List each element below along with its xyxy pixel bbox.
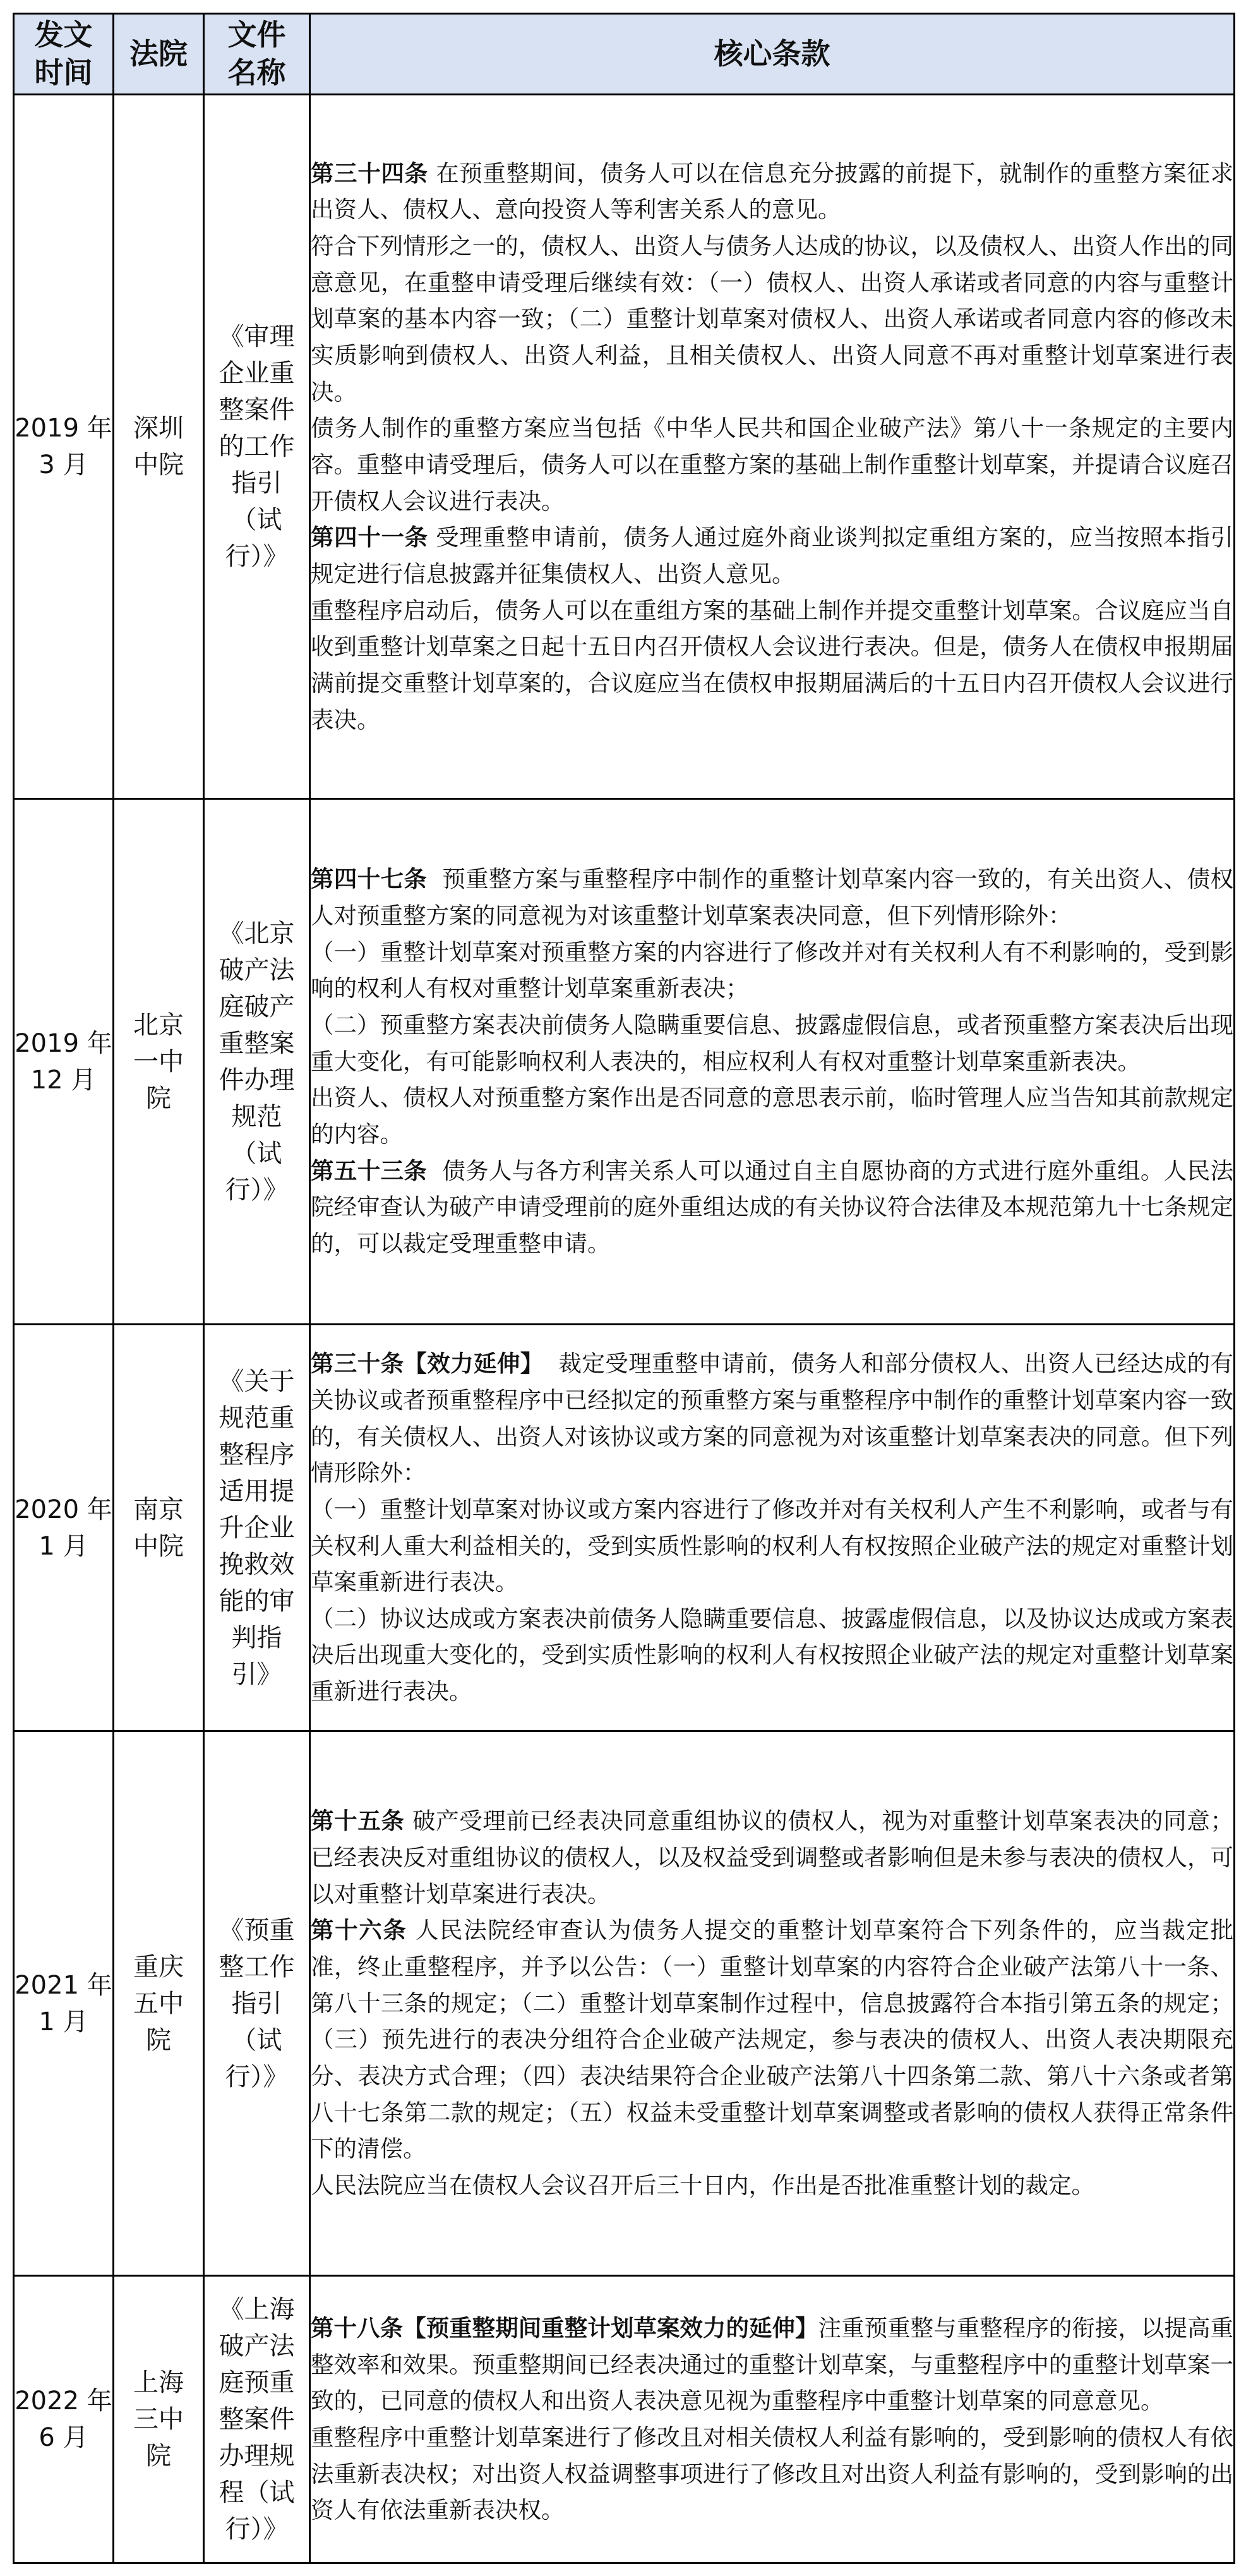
table-row <box>14 1731 1235 2276</box>
clause-text: 破产受理前已经表决同意重组协议的债权人，视为对重整计划草案表决的同意；已经表决反对重组协议的债权人，以及权益受到调整或者影响但是未参与表决的债权人，可以对重整计划草案进行表决。 <box>311 1807 1234 1908</box>
clause-text: 重整程序启动后，债务人可以在重组方案的基础上制作并提交重整计划草案。合议庭应当自收到重整计划草案之日起十五日内召开债权人会议进行表决。但是，债务人在债权申报期届满前提交重整计划草案的，合议庭应当在债权申报期届满后的十五日内召开债权人会议进行表决。 <box>311 596 1233 733</box>
header-document: 文件名称 <box>204 14 310 95</box>
clause-paragraph <box>311 934 1233 1007</box>
clause-paragraph <box>311 2167 1233 2204</box>
clause-text: （二）协议达成或方案表决前债务人隐瞒重要信息、披露虚假信息，以及协议达成或方案表决后出现重大变化的，受到实质性影响的权利人有权按照企业破产法的规定对重整计划草案重新进行表决。 <box>311 1604 1233 1706</box>
article-number: 第十五条 <box>311 1807 405 1835</box>
row-date: 2021 年 1 月 <box>14 1731 114 2276</box>
article-number: 第三十条【效力延伸】 <box>311 1350 544 1378</box>
clause-paragraph <box>311 1007 1233 1080</box>
row-court: 重庆五中院 <box>114 1731 204 2276</box>
clause-text: （一）重整计划草案对预重整方案的内容进行了修改并对有关权利人有不利影响的，受到影响的权利人有权对重整计划草案重新表决； <box>311 938 1233 1002</box>
article-number: 第四十七条 <box>311 865 428 893</box>
header-core-clauses: 核心条款 <box>310 14 1235 95</box>
clause-text: 裁定受理重整申请前，债务人和部分债权人、出资人已经达成的有关协议或者预重整程序中已经拟定的预重整方案与重整程序中制作的重整计划草案内容一致的，有关债权人、出资人对该协议或方案的同意视为对该重整计划草案表决的同意。但下列情形除外： <box>311 1350 1233 1487</box>
clause-text: 在预重整期间，债务人可以在信息充分披露的前提下，就制作的重整方案征求出资人、债权人、意向投资人等利害关系人的意见。 <box>311 159 1234 224</box>
row-date: 2019 年 3 月 <box>14 95 114 799</box>
row-document: 《北京破产法庭破产重整案件办理规范（试行）》 <box>204 799 310 1325</box>
clause-paragraph <box>311 2419 1233 2529</box>
row-document: 《审理企业重整案件的工作指引（试行）》 <box>204 95 310 799</box>
clause-paragraph <box>311 1345 1233 1491</box>
clause-text: 人民法院经审查认为债务人提交的重整计划草案符合下列条件的，应当裁定批准，终止重整程序，并予以公告：（一）重整计划草案的内容符合企业破产法第八十一条、第八十三条的规定；（二）重整计划草案制作过程中，信息披露符合本指引第五条的规定；（三）预先进行的表决分组符合企业破产法规定，参与表决的债权人、出资人表决期限充分、表决方式合理；（四）表决结果符合企业破产法第八十四条第二款、第八十六条或者第八十七条第二款的规定；（五）权益未受重整计划草案调整或者影响的债权人获得正常条件下的清偿。 <box>311 1917 1234 2163</box>
header-row <box>14 14 1235 95</box>
clause-paragraph <box>311 861 1233 934</box>
clause-text: （二）预重整方案表决前债务人隐瞒重要信息、披露虚假信息，或者预重整方案表决后出现重大变化，有可能影响权利人表决的，相应权利人有权对重整计划草案重新表决。 <box>311 1011 1233 1075</box>
row-document: 《上海破产法庭预重整案件办理规程（试行）》 <box>204 2276 310 2563</box>
clause-text: 预重整方案与重整程序中制作的重整计划草案内容一致的，有关出资人、债权人对预重整方案的同意视为对该重整计划草案表决同意，但下列情形除外： <box>311 865 1234 930</box>
clause-paragraph <box>311 155 1233 228</box>
header-date: 发文时间 <box>14 14 114 95</box>
article-number: 第十六条 <box>311 1917 407 1944</box>
policy-table <box>13 13 1235 2564</box>
clause-paragraph <box>311 1080 1233 1152</box>
article-number: 第五十三条 <box>311 1157 428 1184</box>
row-clauses <box>310 95 1235 799</box>
table-row <box>14 95 1235 799</box>
clause-paragraph <box>311 519 1233 592</box>
row-date: 2022 年 6 月 <box>14 2276 114 2563</box>
clause-paragraph <box>311 410 1233 519</box>
table-row <box>14 2276 1235 2563</box>
row-court: 上海三中院 <box>114 2276 204 2563</box>
row-date: 2020 年 1 月 <box>14 1325 114 1731</box>
clause-paragraph <box>311 2310 1233 2419</box>
clause-paragraph <box>311 1153 1233 1262</box>
clause-text: 受理重整申请前，债务人通过庭外商业谈判拟定重组方案的，应当按照本指引规定进行信息披露并征集债权人、出资人意见。 <box>311 524 1234 587</box>
clause-text: 重整程序中重整计划草案进行了修改且对相关债权人利益有影响的，受到影响的债权人有依法重新表决权；对出资人权益调整事项进行了修改且对出资人利益有影响的，受到影响的出资人有依法重新表决权。 <box>311 2424 1233 2524</box>
article-number: 第四十一条 <box>311 524 428 551</box>
clause-text: （一）重整计划草案对协议或方案内容进行了修改并对有关权利人产生不利影响，或者与有关权利人重大利益相关的，受到实质性影响的权利人有权按照企业破产法的规定对重整计划草案重新进行表决。 <box>311 1495 1233 1596</box>
clause-text: 债务人制作的重整方案应当包括《中华人民共和国企业破产法》第八十一条规定的主要内容。重整申请受理后，债务人可以在重整方案的基础上制作重整计划草案，并提请合议庭召开债权人会议进行表决。 <box>311 414 1233 515</box>
clause-paragraph <box>311 593 1233 738</box>
row-clauses <box>310 1325 1235 1731</box>
clause-paragraph <box>311 1912 1233 2167</box>
row-document: 《预重整工作指引（试行）》 <box>204 1731 310 2276</box>
clause-text: 注重预重整与重整程序的衔接，以提高重整效率和效果。预重整期间已经表决通过的重整计划草案，与重整程序中的重整计划草案一致的，已同意的债权人和出资人表决意见视为重整程序中重整计划草案的同意意见。 <box>311 2314 1234 2415</box>
row-court: 南京中院 <box>114 1325 204 1731</box>
table-row <box>14 1325 1235 1731</box>
clause-paragraph <box>311 228 1233 410</box>
row-court: 深圳中院 <box>114 95 204 799</box>
row-court: 北京一中院 <box>114 799 204 1325</box>
row-clauses <box>310 2276 1235 2563</box>
clause-text: 符合下列情形之一的，债权人、出资人与债务人达成的协议，以及债权人、出资人作出的同意意见，在重整申请受理后继续有效：（一）债权人、出资人承诺或者同意的内容与重整计划草案的基本内容一致；（二）重整计划草案对债权人、出资人承诺或者同意内容的修改未实质影响到债权人、出资人利益，且相关债权人、出资人同意不再对重整计划草案进行表决。 <box>311 232 1233 406</box>
header-court: 法院 <box>114 14 204 95</box>
clause-paragraph <box>311 1491 1233 1601</box>
table-row <box>14 799 1235 1325</box>
row-date: 2019 年 12 月 <box>14 799 114 1325</box>
clause-text: 人民法院应当在债权人会议召开后三十日内，作出是否批准重整计划的裁定。 <box>311 2171 1094 2199</box>
row-clauses <box>310 799 1235 1325</box>
clause-paragraph <box>311 1803 1233 1912</box>
clause-text: 出资人、债权人对预重整方案作出是否同意的意思表示前，临时管理人应当告知其前款规定的内容。 <box>311 1084 1233 1148</box>
article-number: 第三十四条 <box>311 159 428 187</box>
clause-paragraph <box>311 1601 1233 1710</box>
row-document: 《关于规范重整程序适用提升企业挽救效能的审判指引》 <box>204 1325 310 1731</box>
row-clauses <box>310 1731 1235 2276</box>
clause-text: 债务人与各方利害关系人可以通过自主自愿协商的方式进行庭外重组。人民法院经审查认为破产申请受理前的庭外重组达成的有关协议符合法律及本规范第九十七条规定的，可以裁定受理重整申请。 <box>311 1157 1234 1257</box>
article-number: 第十八条【预重整期间重整计划草案效力的延伸】 <box>311 2314 818 2342</box>
